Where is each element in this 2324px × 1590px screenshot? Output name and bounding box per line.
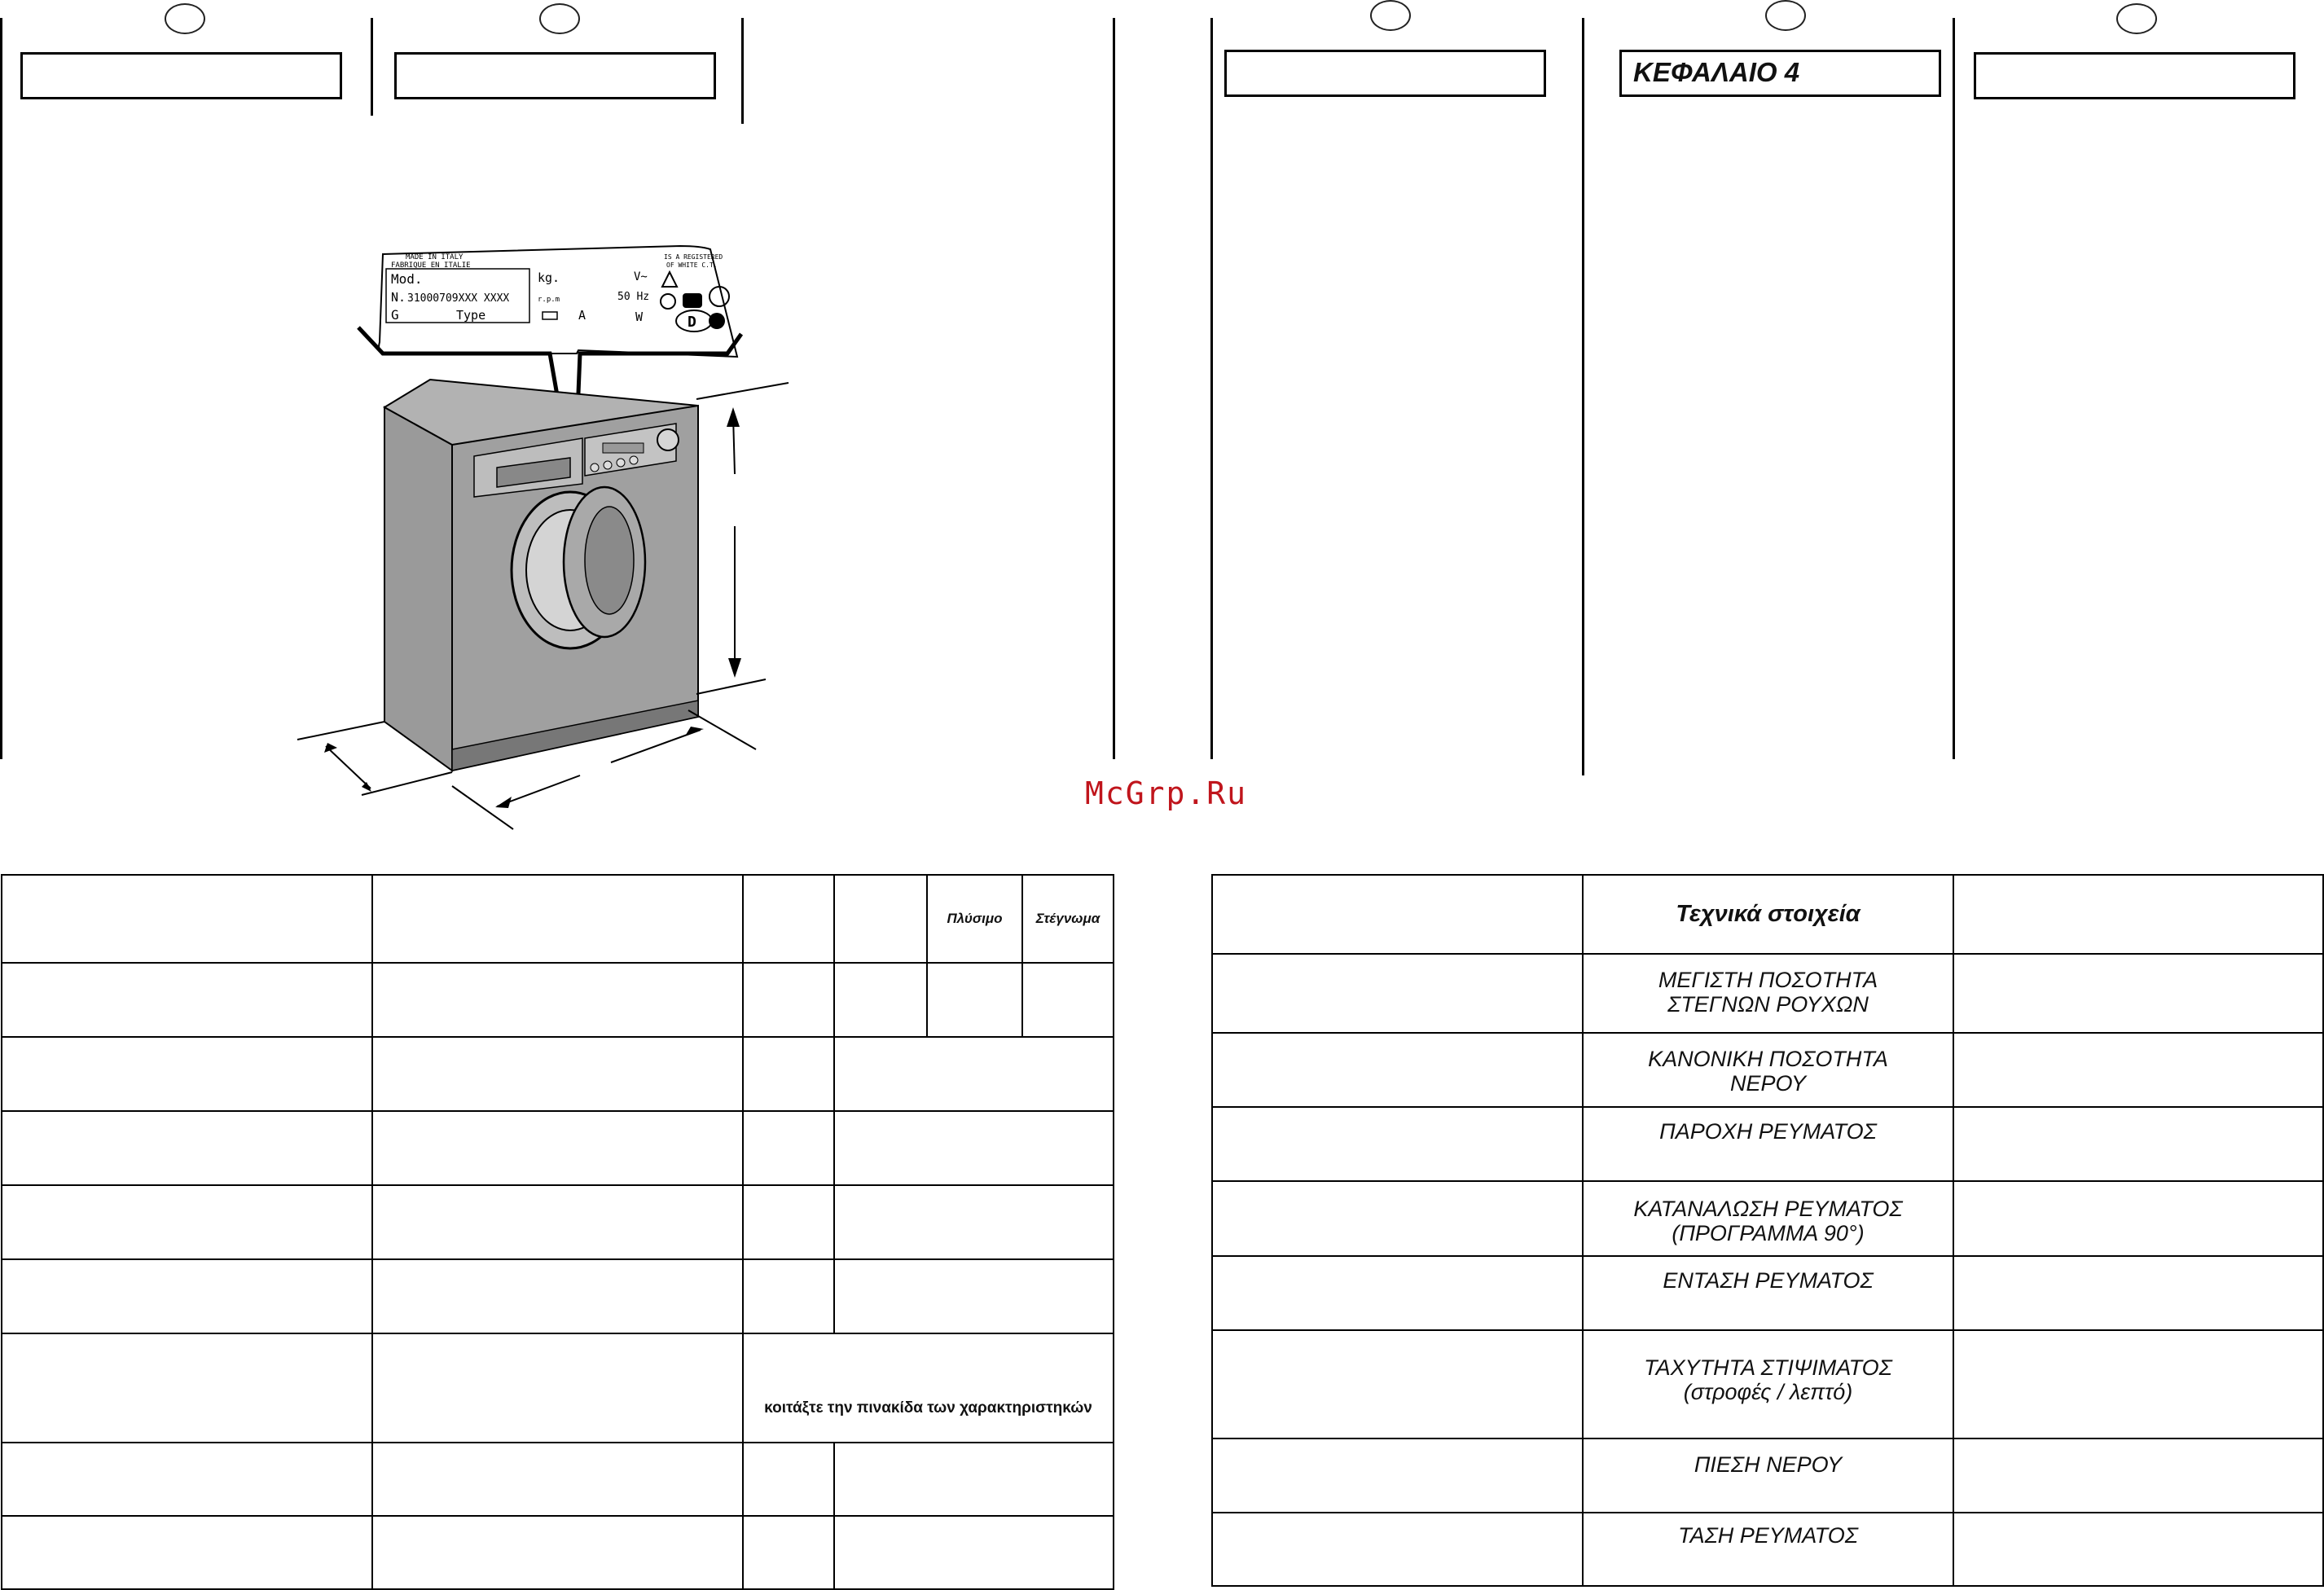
table-cell	[927, 963, 1022, 1037]
spec-water-pressure	[1583, 1438, 1953, 1513]
spec-voltage	[1583, 1513, 1953, 1586]
table-cell	[1953, 1107, 2323, 1181]
table-cell	[1953, 875, 2323, 954]
column-rule	[371, 18, 373, 116]
plate-amp: A	[578, 308, 586, 323]
table-cell	[834, 875, 927, 963]
plate-watt: W	[635, 310, 644, 324]
table-cell	[743, 1443, 834, 1516]
table-cell	[1212, 1107, 1583, 1181]
table-cell	[372, 1333, 743, 1443]
table-cell	[372, 1185, 743, 1259]
table-cell	[1212, 954, 1583, 1033]
table-cell	[2, 1333, 372, 1443]
header-box	[20, 52, 342, 99]
table-cell	[2, 1111, 372, 1185]
column-rule	[1113, 18, 1115, 759]
table-cell	[834, 963, 927, 1037]
table-cell	[372, 963, 743, 1037]
table-cell	[1212, 1330, 1583, 1438]
spec-max-dry-load	[1583, 954, 1953, 1033]
table-cell	[2, 1259, 372, 1333]
spec-line: ΤΑΧΥΤΗΤΑ ΣΤΙΨΙΜΑΤΟΣ	[1644, 1355, 1892, 1380]
table-cell	[1212, 1033, 1583, 1107]
plate-mod: Mod.	[391, 271, 423, 287]
plate-fabrique: FABRIQUE EN ITALIE	[391, 261, 471, 270]
column-rule	[741, 18, 744, 124]
table-cell	[372, 1111, 743, 1185]
spec-water-quantity	[1583, 1033, 1953, 1107]
column-rule	[0, 18, 2, 759]
header-box	[1224, 50, 1546, 97]
plate-hz: 50 Hz	[617, 291, 650, 303]
washing-label: Πλύσιμο	[927, 875, 1022, 963]
language-circle	[539, 3, 580, 34]
plate-g: G	[391, 307, 399, 323]
plate-registered: IS A REGISTERED	[664, 253, 723, 261]
table-cell	[372, 875, 743, 963]
table-cell	[372, 1259, 743, 1333]
table-cell	[372, 1516, 743, 1589]
header-box	[1974, 52, 2295, 99]
table-cell	[834, 1037, 1114, 1111]
language-circle	[1765, 0, 1806, 31]
table-cell	[372, 1443, 743, 1516]
plate-rpm: r.p.m	[538, 296, 560, 304]
plate-d-label: D	[688, 314, 696, 331]
table-cell	[1953, 1438, 2323, 1513]
rating-plate-note: κοιτάξτε την πινακίδα των χαρακτηριστηκών	[743, 1333, 1114, 1443]
column-rule	[1210, 18, 1213, 759]
table-cell	[834, 1111, 1114, 1185]
spec-line: ΕΝΤΑΣΗ ΡΕΥΜΑΤΟΣ	[1663, 1268, 1874, 1293]
left-table	[1, 874, 1114, 1590]
table-cell	[372, 1037, 743, 1111]
table-cell	[1953, 1181, 2323, 1256]
spec-line: ΜΕΓΙΣΤΗ ΠΟΣΟΤΗΤΑ	[1658, 968, 1878, 992]
language-circle	[165, 3, 205, 34]
header-box	[394, 52, 716, 99]
table-cell	[743, 1111, 834, 1185]
column-rule	[1953, 18, 1955, 759]
table-cell	[1212, 1438, 1583, 1513]
column-rule	[1582, 18, 1584, 775]
table-cell	[834, 1443, 1114, 1516]
technical-data-header: Τεχνικά στοιχεία	[1583, 875, 1953, 954]
plate-kg: kg.	[538, 270, 560, 285]
spec-energy-consumption	[1583, 1181, 1953, 1256]
technical-data-table	[1211, 874, 2324, 1587]
washing-machine-illustration	[285, 236, 790, 839]
table-cell	[2, 1516, 372, 1589]
table-cell	[1022, 963, 1114, 1037]
table-cell	[743, 1185, 834, 1259]
plate-n: N.	[391, 290, 406, 305]
spec-line: ΠΑΡΟΧΗ ΡΕΥΜΑΤΟΣ	[1659, 1119, 1877, 1144]
table-cell	[743, 1259, 834, 1333]
spec-line: ΚΑΝΟΝΙΚΗ ΠΟΣΟΤΗΤΑ	[1648, 1047, 1888, 1071]
plate-trademark: OF WHITE C.T.	[666, 261, 718, 269]
spec-line: ΤΑΣΗ ΡΕΥΜΑΤΟΣ	[1678, 1523, 1858, 1548]
table-cell	[1953, 1256, 2323, 1330]
table-cell	[2, 875, 372, 963]
spec-line: ΣΤΕΓΝΩΝ ΡΟΥΧΩΝ	[1667, 992, 1869, 1017]
table-cell	[743, 875, 834, 963]
table-cell	[743, 1037, 834, 1111]
table-cell	[834, 1259, 1114, 1333]
drying-label: Στέγνωμα	[1022, 875, 1114, 963]
table-cell	[1953, 1033, 2323, 1107]
plate-serial: 31000709XXX XXXX	[407, 292, 510, 305]
spec-power-supply	[1583, 1107, 1953, 1181]
plate-type: Type	[456, 308, 486, 323]
table-cell	[2, 1443, 372, 1516]
language-circle	[2116, 3, 2157, 34]
rating-plate	[379, 246, 737, 357]
plate-voltage: V~	[634, 270, 648, 283]
spec-line: (στροφές / λεπτό)	[1683, 1380, 1853, 1404]
table-cell	[1953, 1330, 2323, 1438]
table-cell	[1212, 1181, 1583, 1256]
chapter-title: ΚΕΦΑΛΑΙΟ 4	[1619, 50, 1941, 97]
table-cell	[2, 1185, 372, 1259]
spec-line: ΝΕΡΟΥ	[1729, 1071, 1807, 1096]
table-cell	[1212, 875, 1583, 954]
table-cell	[743, 1516, 834, 1589]
language-circle	[1370, 0, 1411, 31]
table-cell	[834, 1516, 1114, 1589]
spec-line: ΚΑΤΑΝΑΛΩΣΗ ΡΕΥΜΑΤΟΣ	[1633, 1197, 1903, 1221]
plate-cert-icon	[709, 313, 725, 329]
spec-line: (ΠΡΟΓΡΑΜΜΑ 90°)	[1672, 1221, 1865, 1245]
spec-line: ΠΙΕΣΗ ΝΕΡΟΥ	[1694, 1452, 1843, 1477]
watermark: McGrp.Ru	[1085, 775, 1248, 811]
spec-current	[1583, 1256, 1953, 1330]
table-cell	[2, 963, 372, 1037]
plate-cert-icon	[683, 293, 702, 308]
table-cell	[1953, 1513, 2323, 1586]
table-cell	[1953, 954, 2323, 1033]
table-cell	[1212, 1513, 1583, 1586]
plate-made-in: MADE IN ITALY	[406, 253, 463, 261]
table-cell	[743, 963, 834, 1037]
table-cell	[834, 1185, 1114, 1259]
spec-spin-speed	[1583, 1330, 1953, 1438]
table-cell	[1212, 1256, 1583, 1330]
table-cell	[2, 1037, 372, 1111]
